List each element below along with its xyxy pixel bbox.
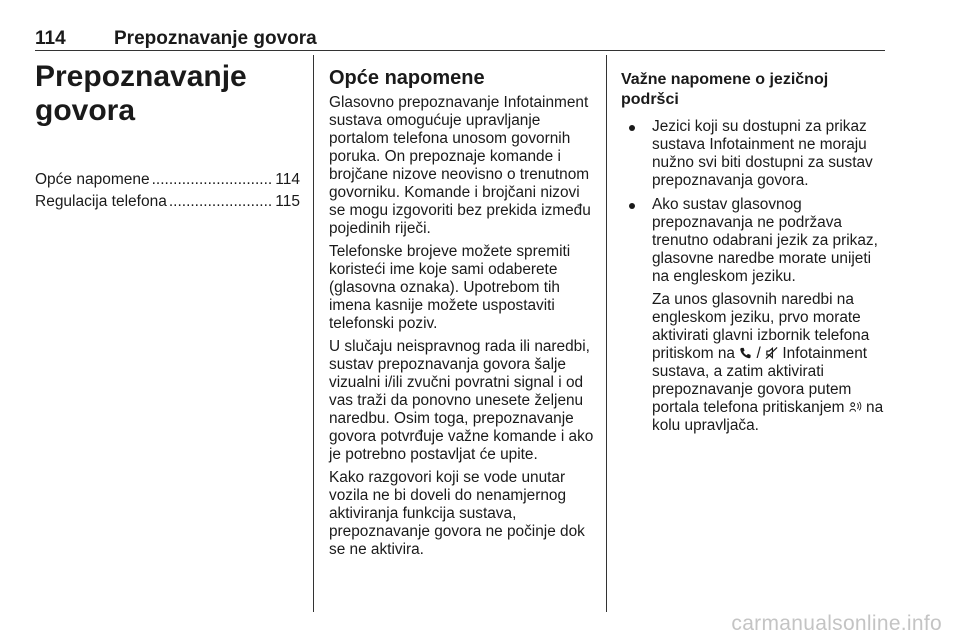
bullet-dot	[629, 125, 635, 131]
paragraph: Kako razgovori koji se vode unutar vozila ne bi doveli do nenamjernog aktiviranja funkcija sustava, prepoznavanje govora ne počinje dok se ne aktivira.	[329, 469, 585, 558]
paragraph: U slučaju neispravnog rada ili naredbi, sustav prepoznavanja govora šalje vizualni i/ili zvučni povratni signal i od vas traži da ponovno unesete željenu naredbu. Osim toga, prepoznavanje govora potvrđuje važne komande i ako je potrebno postavljat će upite.	[329, 338, 594, 463]
toc-entry-general-notes[interactable]	[35, 169, 300, 191]
text-run: Za unos glasovnih naredbi na engleskom jeziku, prvo morate aktivirati glavni izbornik telefona pritiskom na	[652, 291, 870, 362]
toc-entry-page: 114	[275, 171, 300, 188]
general-notes-column	[329, 66, 595, 564]
bullet-text: Ako sustav glasovnog prepoznavanja ne podržava trenutno odabrani jezik za prikaz, glasovne naredbe morate unijeti na engleskom jeziku.	[652, 196, 878, 285]
section-title: Opće napomene	[329, 67, 485, 89]
list-item	[621, 196, 889, 435]
toc-leader-dots	[169, 191, 273, 213]
page-header	[35, 28, 885, 52]
voice-command-icon	[849, 400, 862, 414]
header-rule	[35, 50, 885, 51]
chapter-title: Prepoznavanje govora	[35, 60, 247, 127]
text-run: /	[752, 345, 766, 362]
chapter-column	[35, 60, 300, 213]
text-run: Infotainment sustava, a zatim aktivirati prepoznavanje govora putem portala telefona pritiskanjem	[652, 345, 868, 416]
mute-icon	[765, 346, 778, 360]
bullet-dot	[629, 203, 635, 209]
language-notes-column	[621, 70, 889, 441]
running-title: Prepoznavanje govora	[114, 28, 317, 49]
table-of-contents	[35, 169, 300, 213]
toc-entry-phone-control[interactable]	[35, 191, 300, 213]
subsection-title: Važne napomene o jezičnoj podršci	[621, 71, 829, 108]
paragraph: Glasovno prepoznavanje Infotainment sustava omogućuje upravljanje portalom telefona unosom govornih poruka. On prepoznaje komande i brojčane nizove neovisno o trenutnom govorniku. Komande i brojčani nizovi se mogu izgovoriti bez prekida između pojedinih riječi.	[329, 94, 591, 237]
bullet-text: Jezici koji su dostupni za prikaz sustava Infotainment ne moraju nužno svi biti dostupni za sustav prepoznavanja govora.	[652, 118, 873, 189]
column-divider-1	[313, 55, 314, 612]
phone-icon	[739, 346, 752, 360]
list-item	[621, 118, 889, 190]
toc-entry-page: 115	[275, 193, 300, 210]
column-divider-2	[606, 55, 607, 612]
text-run: na kolu upravljača.	[652, 399, 884, 434]
paragraph: Telefonske brojeve možete spremiti koristeći ime koje sami odaberete (glasovna oznaka). Upotrebom tih imena kasnije možete uspostaviti telefonski poziv.	[329, 243, 571, 332]
toc-entry-label: Opće napomene	[35, 171, 150, 188]
watermark: carmanualsonline.info	[731, 612, 942, 635]
page-number: 114	[35, 28, 66, 49]
toc-leader-dots	[152, 169, 274, 191]
toc-entry-label: Regulacija telefona	[35, 193, 167, 210]
bullet-continuation	[652, 291, 889, 435]
